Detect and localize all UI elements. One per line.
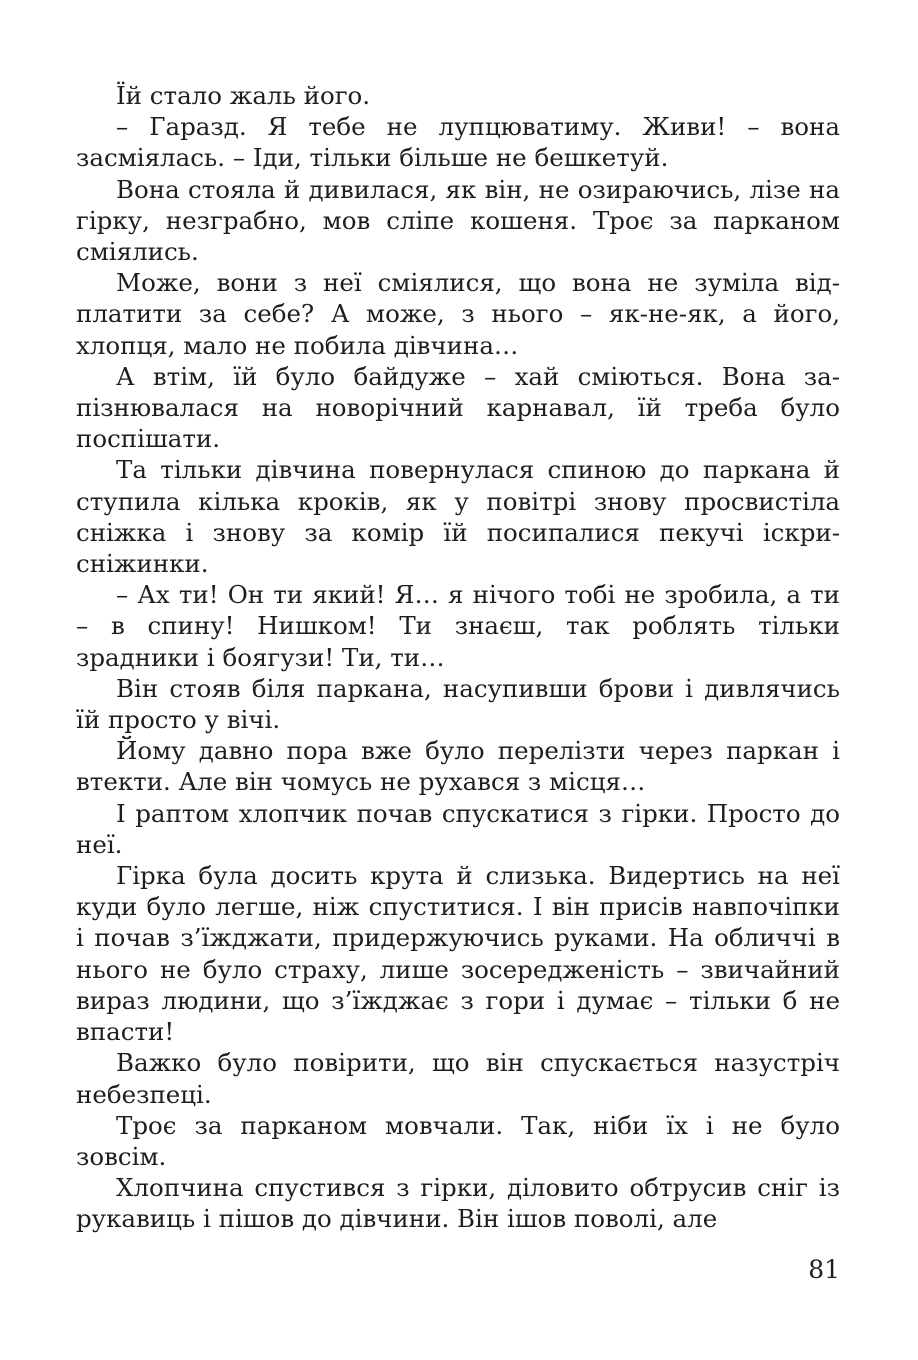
paragraph-9: Йому давно пора вже було перелізти через паркан і втекти. Але він чомусь не рухався з місця… [76,736,840,797]
paragraph-4: Може, вони з неї сміялися, що вона не зуміла відплатити за себе? А може, з нього – як-не-як, а його, хлопця, мало не побила дівчина… [76,268,840,360]
paragraph-2: – Гаразд. Я тебе не лупцюватиму. Живи! – вона засміялась. – Іди, тільки більше не бешкетуй. [76,112,840,173]
paragraph-8: Він стояв біля паркана, насупивши брови і дивлячись їй просто у вічі. [76,673,840,735]
paragraph-11: Гірка була досить крута й слизька. Видертись на неї куди було легше, ніж спуститися. І він присів навпочіпки і почав з’їжджати, придержуючись руками. На обличчі в нього не було страху, лише зосередженість – звичайний вираз людини, що з’їжджає з гори і думає – тільки б не впасти! [76,861,840,1047]
paragraph-5: А втім, їй було байдуже – хай сміються. Вона запізнювалася на новорічний карнавал, їй треба було поспішати. [76,361,840,454]
paragraph-6: Та тільки дівчина повернулася спиною до паркана й ступила кілька кроків, як у повітрі знову просвистіла сніжка і знову за комір їй посипалися пекучі іскрисніжинки. [76,455,840,579]
page-number: 81 [808,1255,840,1284]
page-text-block [76,80,840,1235]
paragraph-1: Їй стало жаль його. [116,81,371,110]
paragraph-3: Вона стояла й дивилася, як він, не озираючись, лізе на гірку, незграбно, мов сліпе кошеня. Троє за парканом сміялись. [76,174,840,267]
paragraph-10: І раптом хлопчик почав спускатися з гірки. Просто до неї. [76,798,840,859]
paragraph-12: Важко було повірити, що він спускається назустріч небезпеці. [76,1048,840,1109]
paragraph-13: Троє за парканом мовчали. Так, ніби їх і не було зовсім. [76,1110,840,1171]
paragraph-7: – Ах ти! Он ти який! Я… я нічого тобі не зробила, а ти – в спину! Нишком! Ти знаєш, так роблять тільки зрадники і боягузи! Ти, ти… [76,580,840,672]
paragraph-14: Хлопчина спустився з гірки, діловито обтрусив сніг із рукавиць і пішов до дівчини. Він ішов поволі, але [76,1173,840,1234]
